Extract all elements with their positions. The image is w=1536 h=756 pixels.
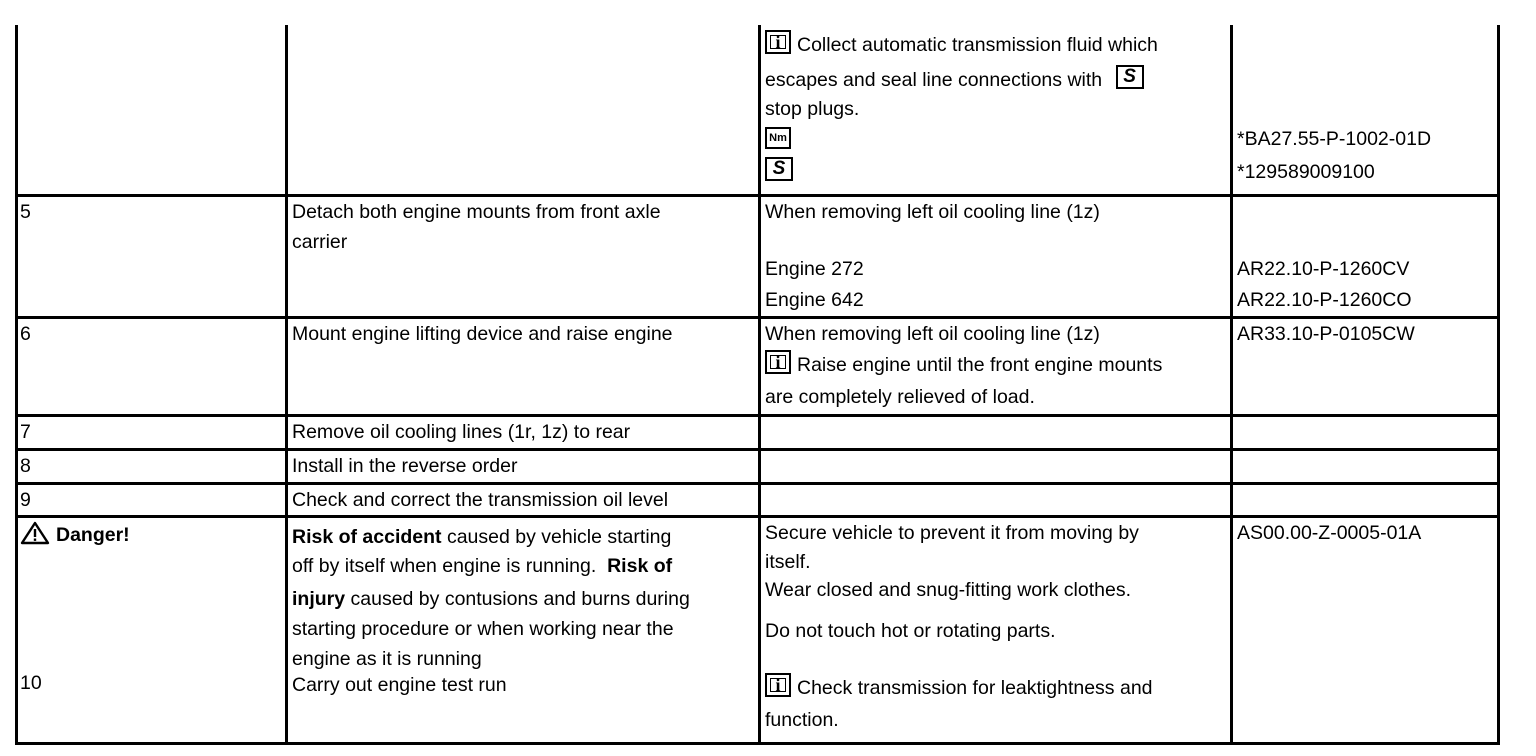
step-number: 7 [20,421,31,443]
reference-cell [1230,319,1497,414]
action-cell [285,417,758,448]
action-cell [285,319,758,414]
step-cell [18,319,285,414]
action-cell [285,25,758,194]
step-number: 9 [20,489,31,511]
step-cell [18,485,285,515]
action-cell [285,485,758,515]
risk-heading: Risk of accident [292,526,442,548]
reference-cell [1230,451,1497,482]
warning-triangle-icon [20,521,50,545]
info-text: Check transmission for leaktightness and [797,677,1153,699]
action-cell [285,451,758,482]
note-text: When removing left oil cooling line (1z) [765,201,1100,223]
step-number: 10 [20,672,42,694]
notes-cell [758,417,1230,448]
reference-cell [1230,25,1497,194]
step-cell [18,25,285,194]
risk-text: off by itself when engine is running. [292,555,597,577]
action-cell [285,518,758,742]
reference-link[interactable]: AR33.10-P-0105CW [1237,323,1415,345]
action-text: Install in the reverse order [292,455,518,477]
special-tool-icon: S [1116,65,1144,89]
note-text: stop plugs. [765,98,860,120]
table-row-continued [18,25,1497,197]
reference-link[interactable]: *129589009100 [1237,161,1375,183]
action-text: Mount engine lifting device and raise engine [292,323,673,345]
info-icon: i [765,673,791,697]
notes-cell [758,451,1230,482]
action-text: Check and correct the transmission oil level [292,489,669,511]
note-text: escapes and seal line connections with [765,69,1103,91]
measure-text: Do not touch hot or rotating parts. [765,620,1056,642]
danger-label: Danger! [56,524,130,546]
notes-cell [758,25,1230,194]
reference-cell [1230,518,1497,742]
reference-cell [1230,197,1497,316]
action-text: Detach both engine mounts from front axle [292,201,661,223]
risk-text: starting procedure or when working near the [292,618,674,640]
action-text: carrier [292,231,348,253]
risk-text: caused by vehicle starting [441,526,672,548]
step-cell [18,451,285,482]
measure-text: Secure vehicle to prevent it from moving by [765,522,1139,544]
torque-icon: Nm [765,127,791,149]
procedure-table [15,25,1500,745]
table-row-6 [18,319,1497,417]
risk-text: caused by contusions and burns during [345,588,690,610]
table-row-8 [18,451,1497,485]
engine-label: Engine 642 [765,289,864,311]
info-text: Raise engine until the front engine mounts [797,354,1163,376]
reference-link[interactable]: AR22.10-P-1260CV [1237,258,1410,280]
step-number: 6 [20,323,31,345]
table-row-5 [18,197,1497,319]
step-number: 5 [20,201,31,223]
engine-label: Engine 272 [765,258,864,280]
step-cell [18,417,285,448]
info-text: are completely relieved of load. [765,386,1035,408]
reference-cell [1230,485,1497,515]
action-text: Carry out engine test run [292,674,507,696]
measure-text: itself. [765,551,811,573]
risk-text: engine as it is running [292,648,482,670]
note-text: Collect automatic transmission fluid which [797,34,1158,56]
info-icon: i [765,350,791,374]
reference-cell [1230,417,1497,448]
notes-cell [758,485,1230,515]
action-cell [285,197,758,316]
risk-heading: Risk of [607,555,673,577]
step-number: 8 [20,455,31,477]
reference-link[interactable]: AR22.10-P-1260CO [1237,289,1412,311]
table-row-7 [18,417,1497,451]
reference-link[interactable]: AS00.00-Z-0005-01A [1237,522,1422,544]
note-text: When removing left oil cooling line (1z) [765,323,1100,345]
step-cell [18,197,285,316]
danger-warning [20,520,130,550]
notes-cell [758,518,1230,742]
notes-cell [758,197,1230,316]
risk-heading: injury [292,588,346,610]
table-row-9 [18,485,1497,518]
measure-text: Wear closed and snug-fitting work clothes. [765,579,1131,601]
info-icon: i [765,30,791,54]
special-tool-icon: S [765,157,793,181]
info-text: function. [765,709,839,731]
step-cell [18,518,285,742]
action-text: Remove oil cooling lines (1r, 1z) to rear [292,421,631,443]
table-row-10 [18,518,1497,742]
reference-link[interactable]: *BA27.55-P-1002-01D [1237,128,1432,150]
notes-cell [758,319,1230,414]
